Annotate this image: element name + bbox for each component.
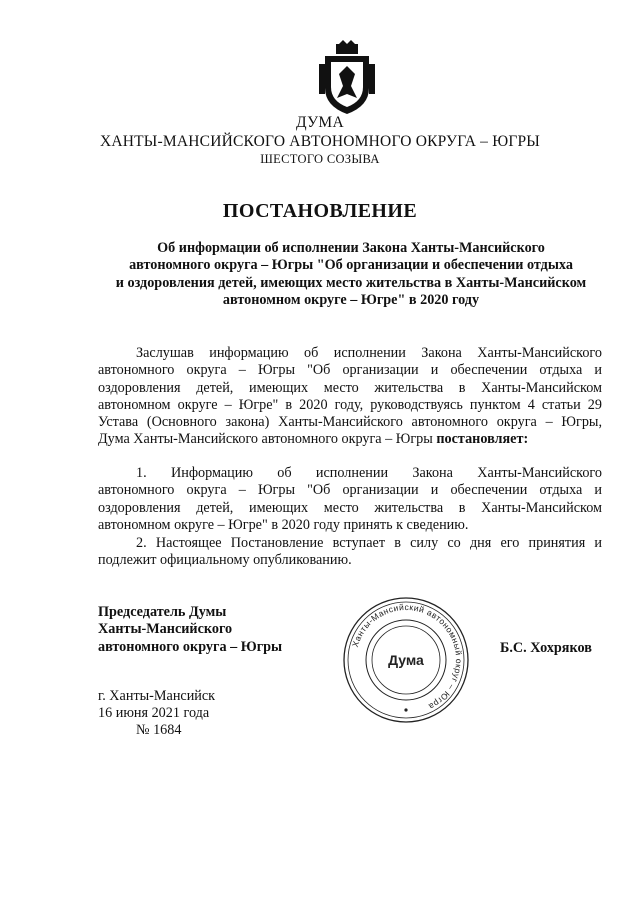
signer-name: Б.С. Хохряков — [500, 640, 592, 656]
resolves-keyword: постановляет: — [436, 431, 529, 448]
document-type: ПОСТАНОВЛЕНИЕ — [222, 200, 418, 222]
preamble-line: оздоровления детей, имеющих место жительства в Ханты-Мансийском — [98, 379, 602, 396]
document-number: № 1684 — [136, 722, 182, 738]
date: 16 июня 2021 года — [98, 705, 210, 722]
item-line: 1. Информацию об исполнении Закона Ханты-Мансийского — [136, 465, 602, 481]
coat-of-arms-icon — [319, 40, 375, 116]
subject-line: и оздоровления детей, имеющих место жительства в Ханты-Мансийском — [115, 274, 587, 291]
item-line: подлежит официальному опубликованию. — [98, 552, 352, 569]
item-line: автономного округа – Югры "Об организации и обеспечении отдыха и — [98, 482, 602, 499]
subject-line: автономном округе – Югре" в 2020 году — [222, 291, 480, 308]
convocation: ШЕСТОГО СОЗЫВА — [260, 152, 380, 166]
seal-center-text: Дума — [388, 652, 424, 668]
preamble-line: Устава (Основного закона) Ханты-Мансийского автономного округа – Югры, — [98, 414, 602, 431]
item-line: оздоровления детей, имеющих место жительства в Ханты-Мансийском — [98, 499, 602, 516]
document-subject — [96, 240, 606, 309]
org-region: ХАНТЫ-МАНСИЙСКОГО АВТОНОМНОГО ОКРУГА – ЮГРЫ — [99, 133, 541, 150]
item-2 — [98, 535, 602, 570]
svg-text:Ханты-Мансийский автономный ок: Ханты-Мансийский автономный округ – Югра — [349, 601, 465, 713]
official-seal — [342, 596, 470, 724]
preamble-line: автономного округа – Югры "Об организации и обеспечении отдыха и — [98, 362, 602, 379]
org-title: ДУМА — [296, 114, 344, 131]
item-line: 2. Настоящее Постановление вступает в силу со дня его принятия и — [136, 535, 602, 551]
position-line: автономного округа – Югры — [98, 638, 283, 655]
preamble — [98, 345, 602, 449]
subject-line: автономного округа – Югры "Об организации и обеспечении отдыха — [129, 257, 573, 274]
preamble-line: автономном округе – Югре" в 2020 году, руководствуясь пунктом 4 статьи 29 — [98, 396, 602, 413]
signer-position — [98, 604, 282, 656]
position-line: Председатель Думы — [98, 604, 227, 620]
item-line: автономном округе – Югре" в 2020 году принять к сведению. — [98, 516, 469, 533]
preamble-last-text: Дума Ханты-Мансийского автономного округа – Югры — [98, 431, 437, 448]
position-line: Ханты-Мансийского — [98, 621, 233, 638]
preamble-line: Заслушав информацию об исполнении Закона Ханты-Мансийского — [136, 345, 602, 361]
preamble-line — [98, 431, 602, 448]
item-1 — [98, 465, 602, 534]
document-footer — [98, 688, 215, 723]
place: г. Ханты-Мансийск — [98, 688, 216, 704]
subject-line: Об информации об исполнении Закона Ханты-Мансийского — [157, 240, 545, 256]
